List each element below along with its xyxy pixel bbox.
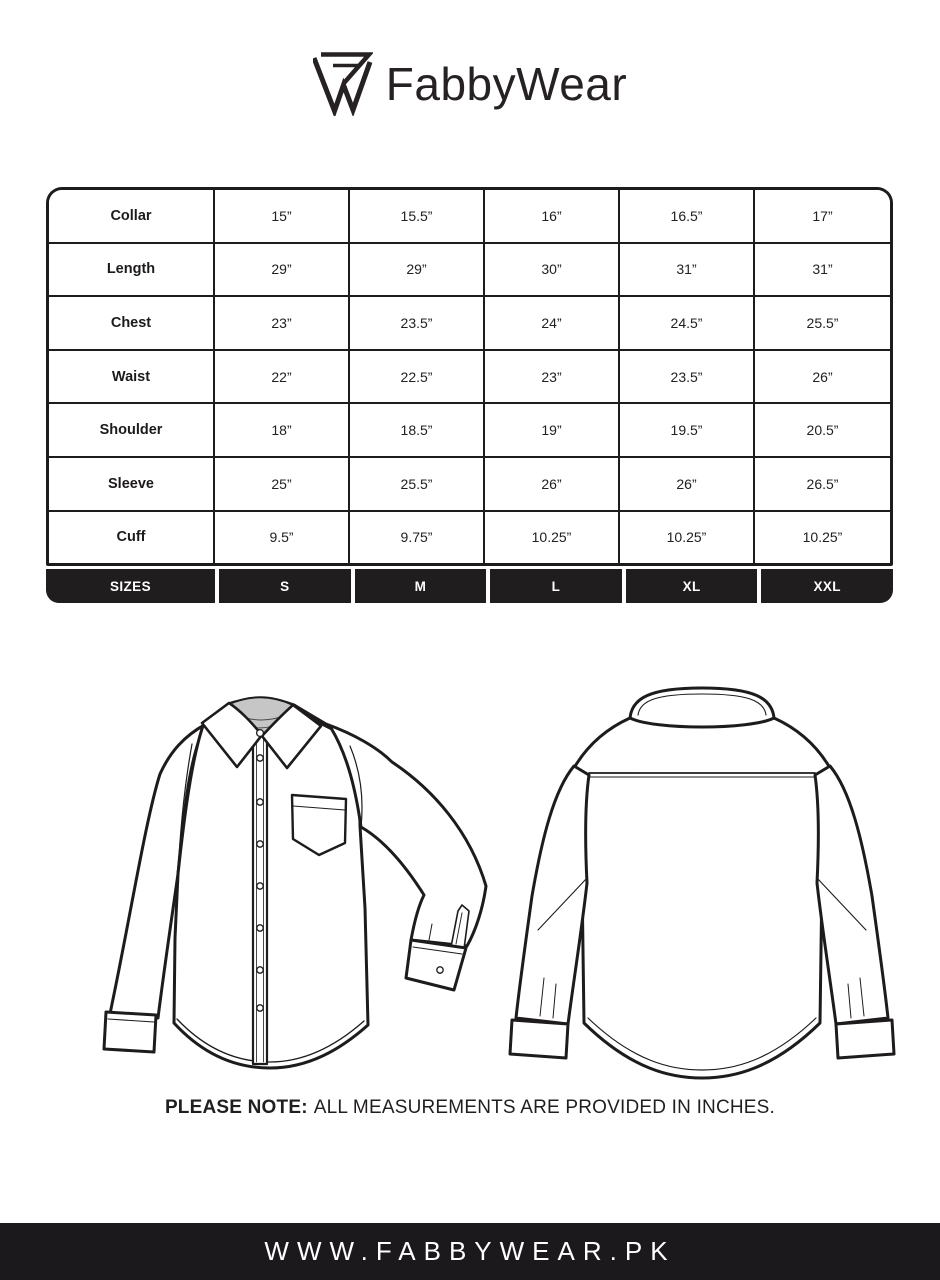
table-row-chest — [49, 297, 890, 351]
shirt-front-technical-sketch-icon — [88, 678, 512, 1090]
size-cell-m: M — [355, 569, 487, 603]
cell-value: 23.5” — [350, 297, 485, 349]
cell-value: 18.5” — [350, 404, 485, 456]
cell-value: 25.5” — [350, 458, 485, 510]
measurement-grid — [46, 187, 893, 566]
size-chart-table — [46, 187, 893, 603]
cell-value: 10.25” — [620, 512, 755, 564]
row-label: Sleeve — [49, 458, 215, 510]
sizes-header-band — [46, 569, 893, 603]
cell-value: 26.5” — [755, 458, 890, 510]
cell-value: 31” — [620, 244, 755, 296]
cell-value: 29” — [215, 244, 350, 296]
size-cell-s: S — [219, 569, 351, 603]
cell-value: 26” — [485, 458, 620, 510]
cell-value: 23” — [485, 351, 620, 403]
cell-value: 18” — [215, 404, 350, 456]
row-label: Collar — [49, 190, 215, 242]
measurement-note — [0, 1097, 940, 1119]
brand-name: FabbyWear — [385, 58, 628, 110]
cell-value: 30” — [485, 244, 620, 296]
row-label: Cuff — [49, 512, 215, 564]
table-row-collar — [49, 190, 890, 244]
size-cell-xxl: XXL — [761, 569, 893, 603]
cell-value: 10.25” — [755, 512, 890, 564]
row-label: Chest — [49, 297, 215, 349]
row-label: Length — [49, 244, 215, 296]
cell-value: 9.5” — [215, 512, 350, 564]
cell-value: 10.25” — [485, 512, 620, 564]
footer-bar — [0, 1223, 940, 1280]
size-cell-xl: XL — [626, 569, 758, 603]
sizes-band-label: SIZES — [46, 569, 215, 603]
shirt-back-technical-sketch-icon — [492, 678, 912, 1088]
cell-value: 25” — [215, 458, 350, 510]
size-cell-l: L — [490, 569, 622, 603]
note-text: ALL MEASUREMENTS ARE PROVIDED IN INCHES. — [313, 1097, 776, 1118]
note-prefix: PLEASE NOTE: — [164, 1097, 308, 1118]
table-row-length — [49, 244, 890, 298]
cell-value: 23.5” — [620, 351, 755, 403]
cell-value: 17” — [755, 190, 890, 242]
cell-value: 16” — [485, 190, 620, 242]
cell-value: 31” — [755, 244, 890, 296]
fabbywear-monogram-icon — [313, 52, 373, 116]
cell-value: 22.5” — [350, 351, 485, 403]
cell-value: 23” — [215, 297, 350, 349]
row-label: Waist — [49, 351, 215, 403]
table-row-shoulder — [49, 404, 890, 458]
table-row-sleeve — [49, 458, 890, 512]
table-row-cuff — [49, 512, 890, 564]
cell-value: 16.5” — [620, 190, 755, 242]
table-row-waist — [49, 351, 890, 405]
cell-value: 9.75” — [350, 512, 485, 564]
cell-value: 19.5” — [620, 404, 755, 456]
cell-value: 20.5” — [755, 404, 890, 456]
cell-value: 26” — [620, 458, 755, 510]
cell-value: 25.5” — [755, 297, 890, 349]
cell-value: 24.5” — [620, 297, 755, 349]
cell-value: 29” — [350, 244, 485, 296]
cell-value: 19” — [485, 404, 620, 456]
row-label: Shoulder — [49, 404, 215, 456]
cell-value: 22” — [215, 351, 350, 403]
website-url: WWW.FABBYWEAR.PK — [264, 1236, 676, 1266]
cell-value: 24” — [485, 297, 620, 349]
cell-value: 15” — [215, 190, 350, 242]
cell-value: 15.5” — [350, 190, 485, 242]
cell-value: 26” — [755, 351, 890, 403]
brand-header — [0, 52, 940, 116]
